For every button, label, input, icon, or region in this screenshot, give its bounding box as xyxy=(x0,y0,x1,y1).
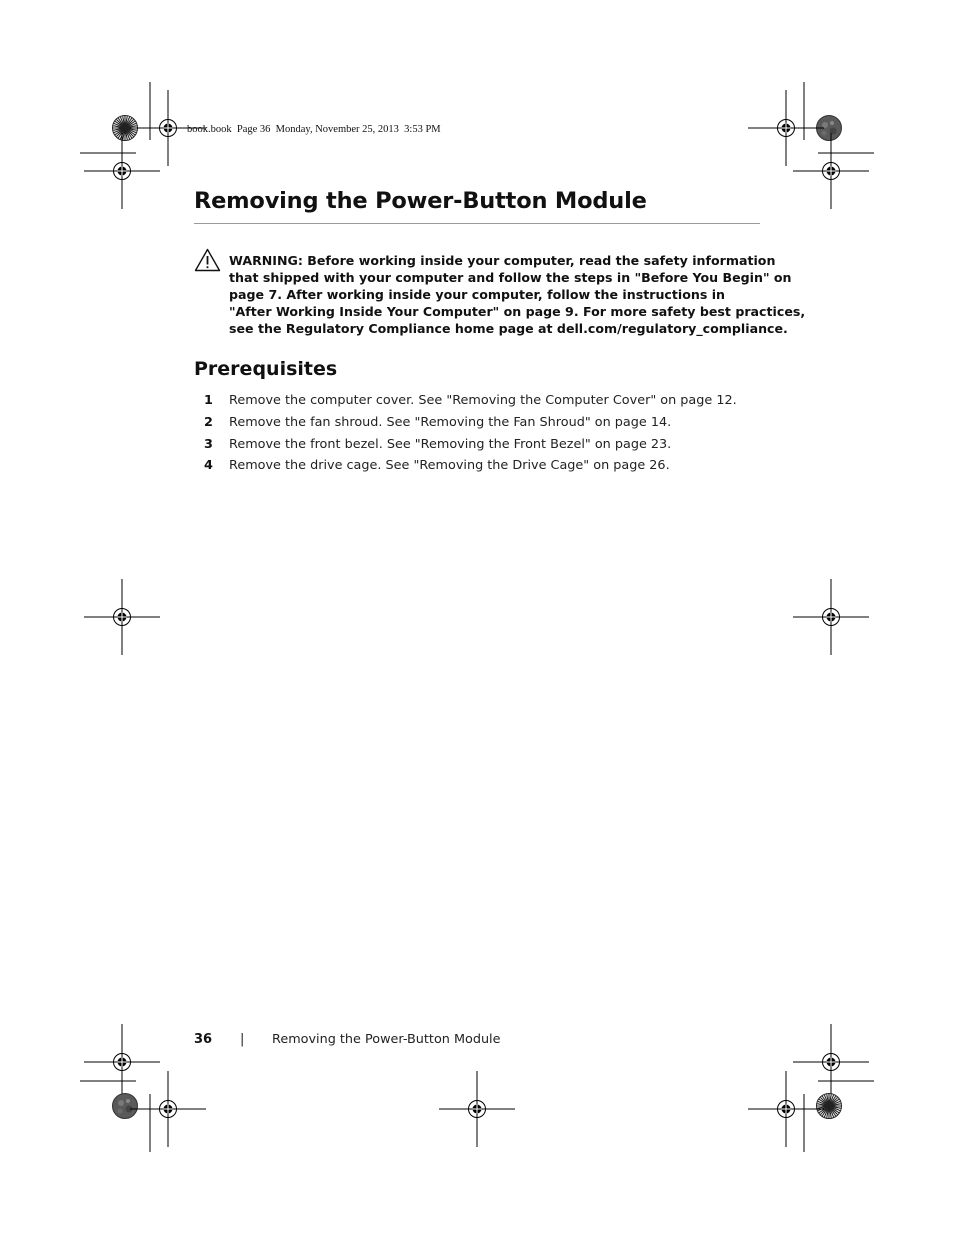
title-underline xyxy=(194,223,760,224)
prerequisites-heading: Prerequisites xyxy=(194,358,338,380)
step-number: 2 xyxy=(204,415,213,430)
footer-section-title: Removing the Power-Button Module xyxy=(272,1032,501,1047)
warning-line: page 7. After working inside your computer, follow the instructions in xyxy=(229,287,725,302)
print-slug-line: book.book Page 36 Monday, November 25, 2013 3:53 PM xyxy=(187,124,441,135)
list-item xyxy=(0,415,954,435)
warning-notice xyxy=(229,252,806,337)
warning-line: "After Working Inside Your Computer" on page 9. For more safety best practices, xyxy=(229,304,806,319)
warning-line: that shipped with your computer and follow the steps in "Before You Begin" on xyxy=(229,270,792,285)
step-number: 3 xyxy=(204,437,213,452)
list-item xyxy=(0,458,954,478)
list-item xyxy=(0,393,954,413)
step-number: 4 xyxy=(204,458,213,473)
page-title: Removing the Power-Button Module xyxy=(194,188,647,214)
step-text: Remove the fan shroud. See "Removing the Fan Shroud" on page 14. xyxy=(229,415,672,430)
warning-line: see the Regulatory Compliance home page at dell.com/regulatory_compliance. xyxy=(229,321,788,336)
step-text: Remove the front bezel. See "Removing the Front Bezel" on page 23. xyxy=(229,437,672,452)
list-item xyxy=(0,437,954,457)
step-number: 1 xyxy=(204,393,213,408)
warning-triangle-icon xyxy=(194,248,221,272)
step-text: Remove the drive cage. See "Removing the Drive Cage" on page 26. xyxy=(229,458,670,473)
footer-separator: | xyxy=(240,1032,245,1047)
footer-page-number: 36 xyxy=(194,1032,213,1047)
step-text: Remove the computer cover. See "Removing the Computer Cover" on page 12. xyxy=(229,393,737,408)
warning-line: WARNING: Before working inside your computer, read the safety information xyxy=(229,253,776,268)
